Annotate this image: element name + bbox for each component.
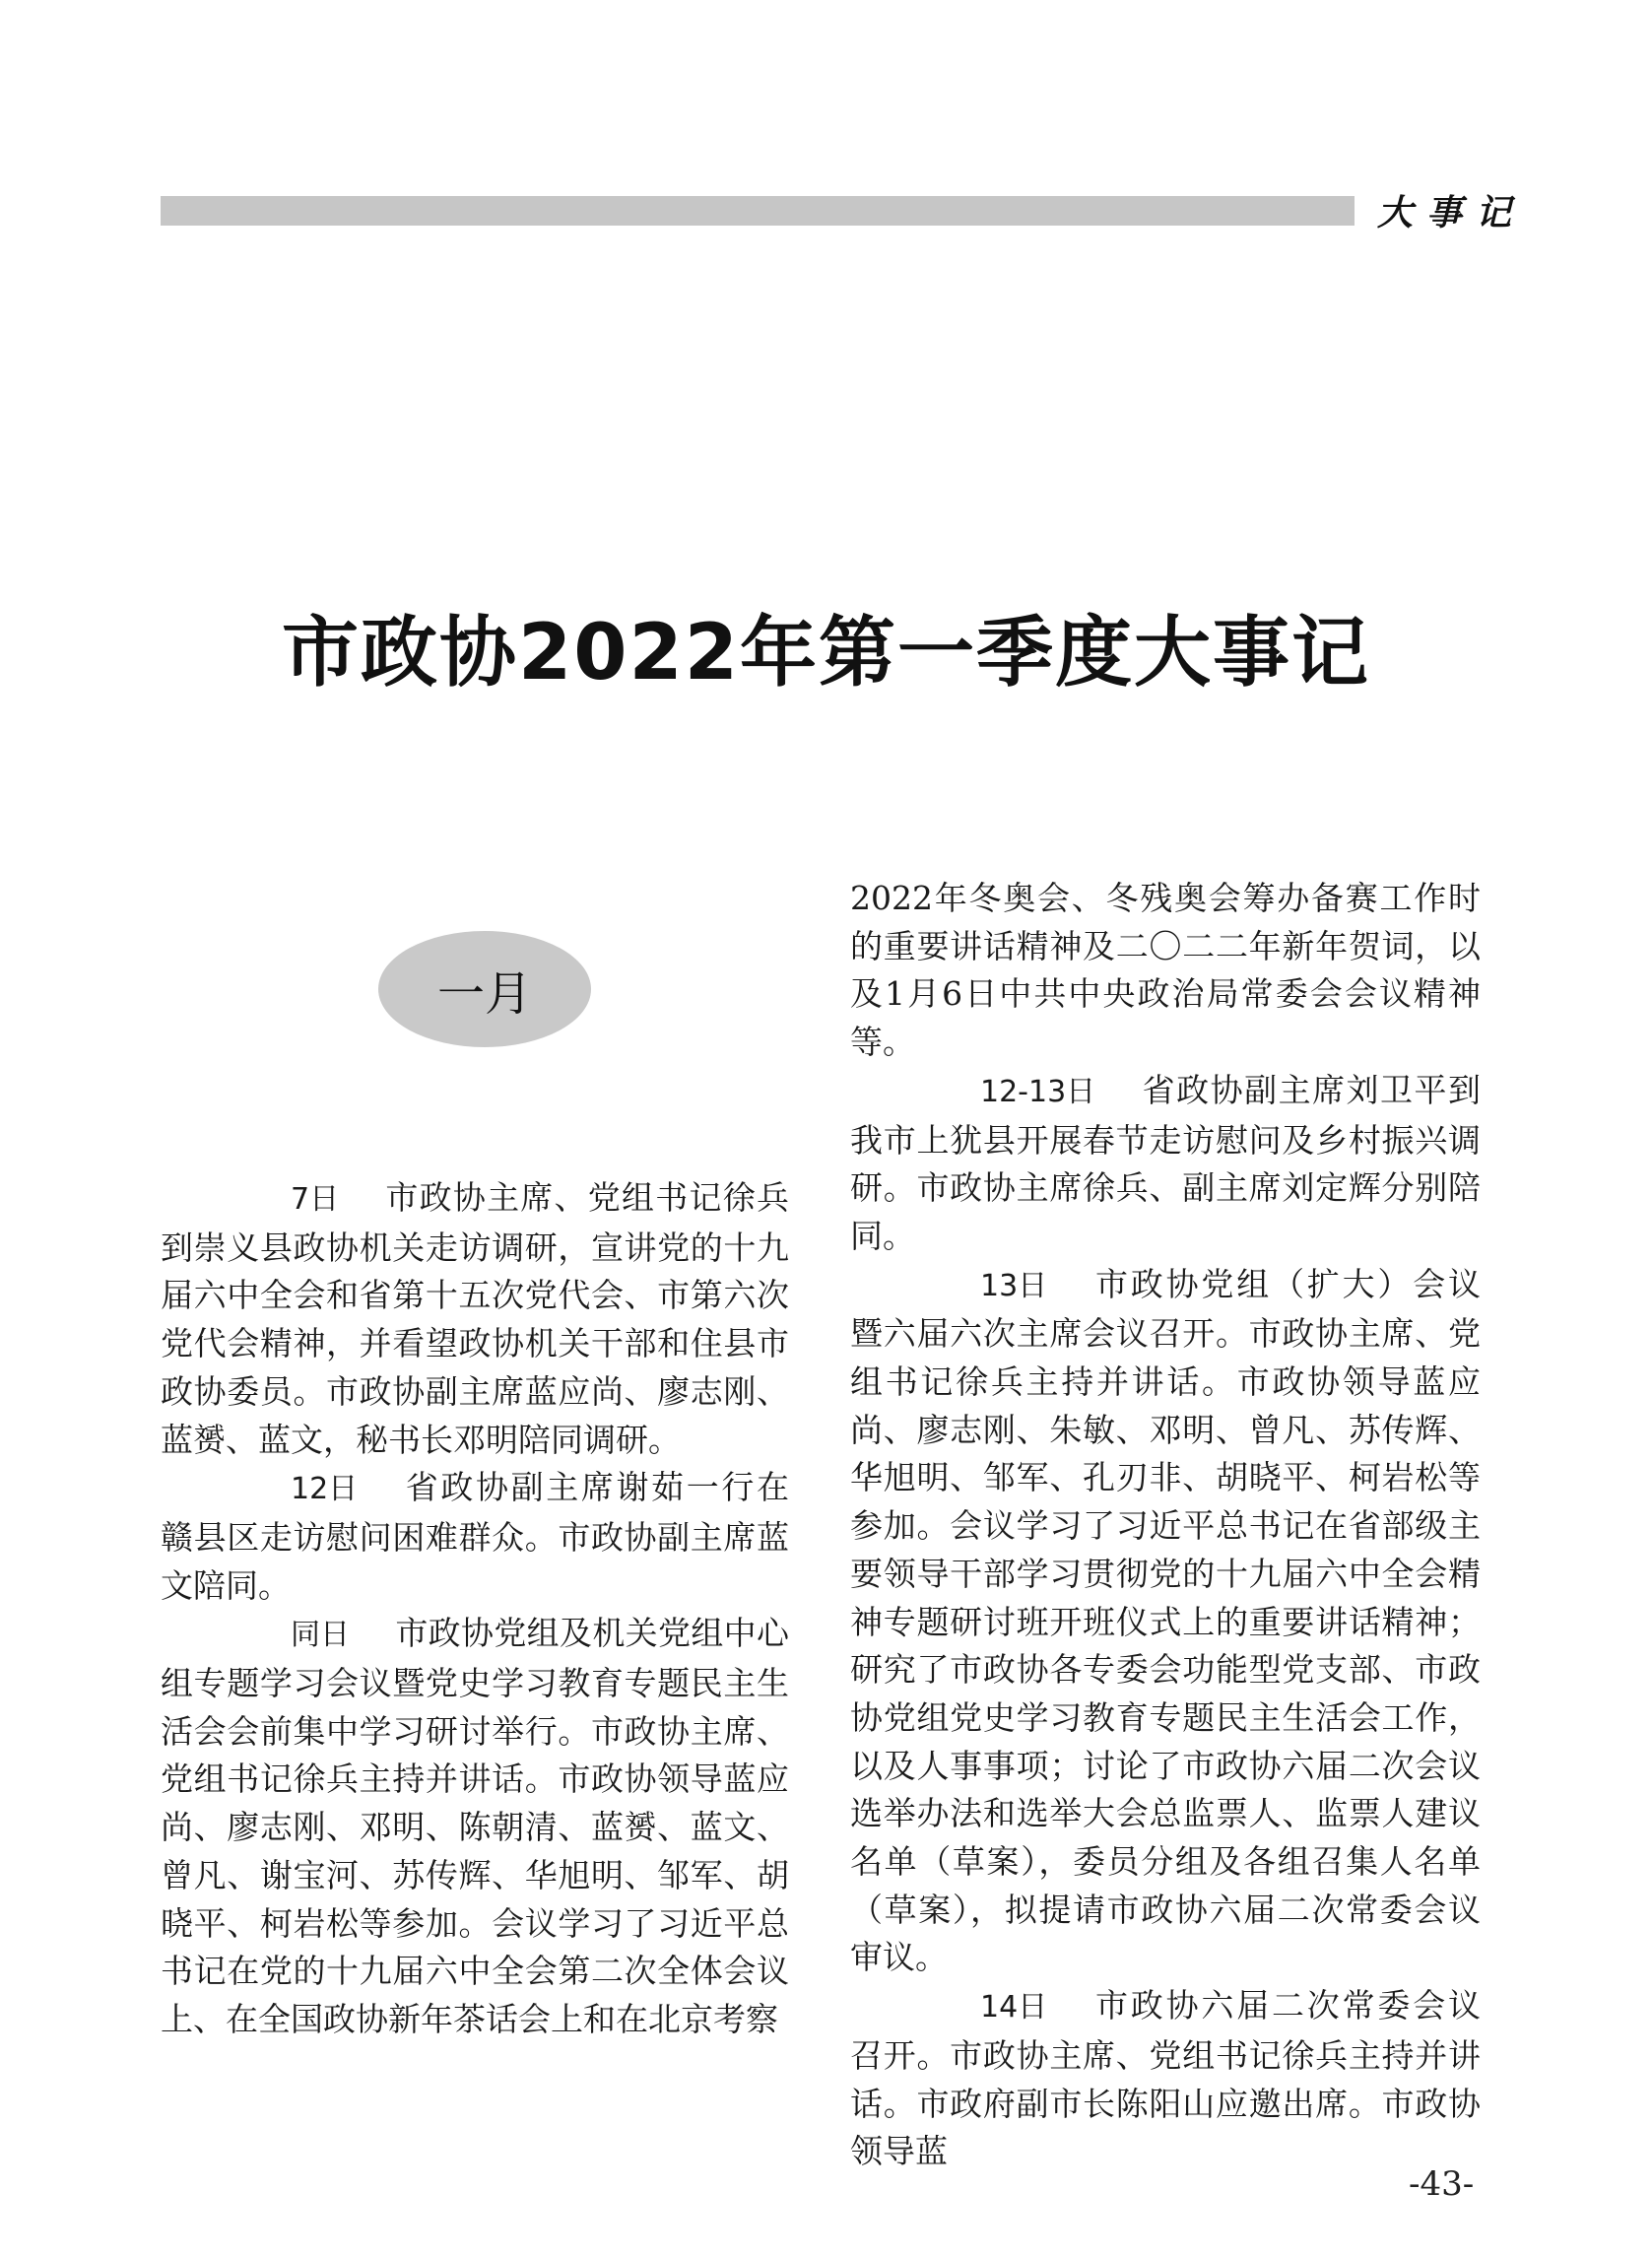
entry-date: 7日 [291,1182,340,1217]
entry-paragraph [161,1174,789,1464]
entry-text: 省政协副主席谢茹一行在赣县区走访慰问困难群众。市政协副主席蓝文陪同。 [161,1468,789,1605]
entry-text: 省政协副主席刘卫平到我市上犹县开展春节走访慰问及乡村振兴调研。市政协主席徐兵、副主席刘定辉分别陪同。 [850,1070,1481,1255]
header-rule [161,196,1355,226]
entry-text: 市政协党组（扩大）会议暨六届六次主席会议召开。市政协主席、党组书记徐兵主持并讲话。市政协领导蓝应尚、廖志刚、朱敏、邓明、曾凡、苏传辉、华旭明、邹军、孔刃非、胡晓平、柯岩松等参加。会议学习了习近平总书记在省部级主要领导干部学习贯彻党的十九届六中全会精神专题研讨班开班仪式上的重要讲话精神；研究了市政协各专委会功能型党支部、市政协党组党史学习教育专题民主生活会工作，以及人事事项；讨论了市政协六届二次会议选举办法和选举大会总监票人、监票人建议名单（草案），委员分组及各组召集人名单（草案），拟提请市政协六届二次常委会议审议。 [850,1264,1481,1977]
month-label: 一月 [436,965,532,1022]
page-title: 市政协2022年第一季度大事记 [281,609,1371,697]
section-label: 大事记 [1377,192,1526,233]
entry-date: 13日 [980,1268,1048,1303]
entry-paragraph [850,1067,1481,1261]
right-column [850,875,1481,2176]
entry-text: 市政协主席、党组书记徐兵到崇义县政协机关走访调研，宣讲党的十九届六中全会和省第十五次党代会、市第六次党代会精神，并看望政协机关干部和住县市政协委员。市政协副主席蓝应尚、廖志刚、蓝赟、蓝文，秘书长邓明陪同调研。 [161,1178,789,1459]
left-column [161,1174,789,2044]
entry-date: 同日 [291,1618,350,1653]
entry-paragraph [850,1982,1481,2176]
month-badge [378,931,591,1047]
entry-paragraph [161,1610,789,2043]
entry-paragraph [161,1464,789,1610]
entry-text: 市政协党组及机关党组中心组专题学习会议暨党史学习教育专题民主生活会会前集中学习研讨举行。市政协主席、党组书记徐兵主持并讲话。市政协领导蓝应尚、廖志刚、邓明、陈朝清、蓝赟、蓝文、曾凡、谢宝河、苏传辉、华旭明、邹军、胡晓平、柯岩松等参加。会议学习了习近平总书记在党的十九届六中全会第二次全体会议上、在全国政协新年茶话会上和在北京考察 [161,1614,789,2038]
entry-date: 14日 [980,1990,1048,2025]
entry-paragraph [850,1261,1481,1983]
entry-date: 12-13日 [980,1074,1096,1109]
entry-text: 市政协六届二次常委会议召开。市政协主席、党组书记徐兵主持并讲话。市政府副市长陈阳山应邀出席。市政协领导蓝 [850,1986,1481,2171]
entry-date: 12日 [291,1472,359,1507]
continued-paragraph: 2022年冬奥会、冬残奥会筹办备赛工作时的重要讲话精神及二〇二二年新年贺词，以及1月6日中共中央政治局常委会会议精神等。 [850,879,1481,1062]
page-number: -43- [1409,2164,1475,2204]
